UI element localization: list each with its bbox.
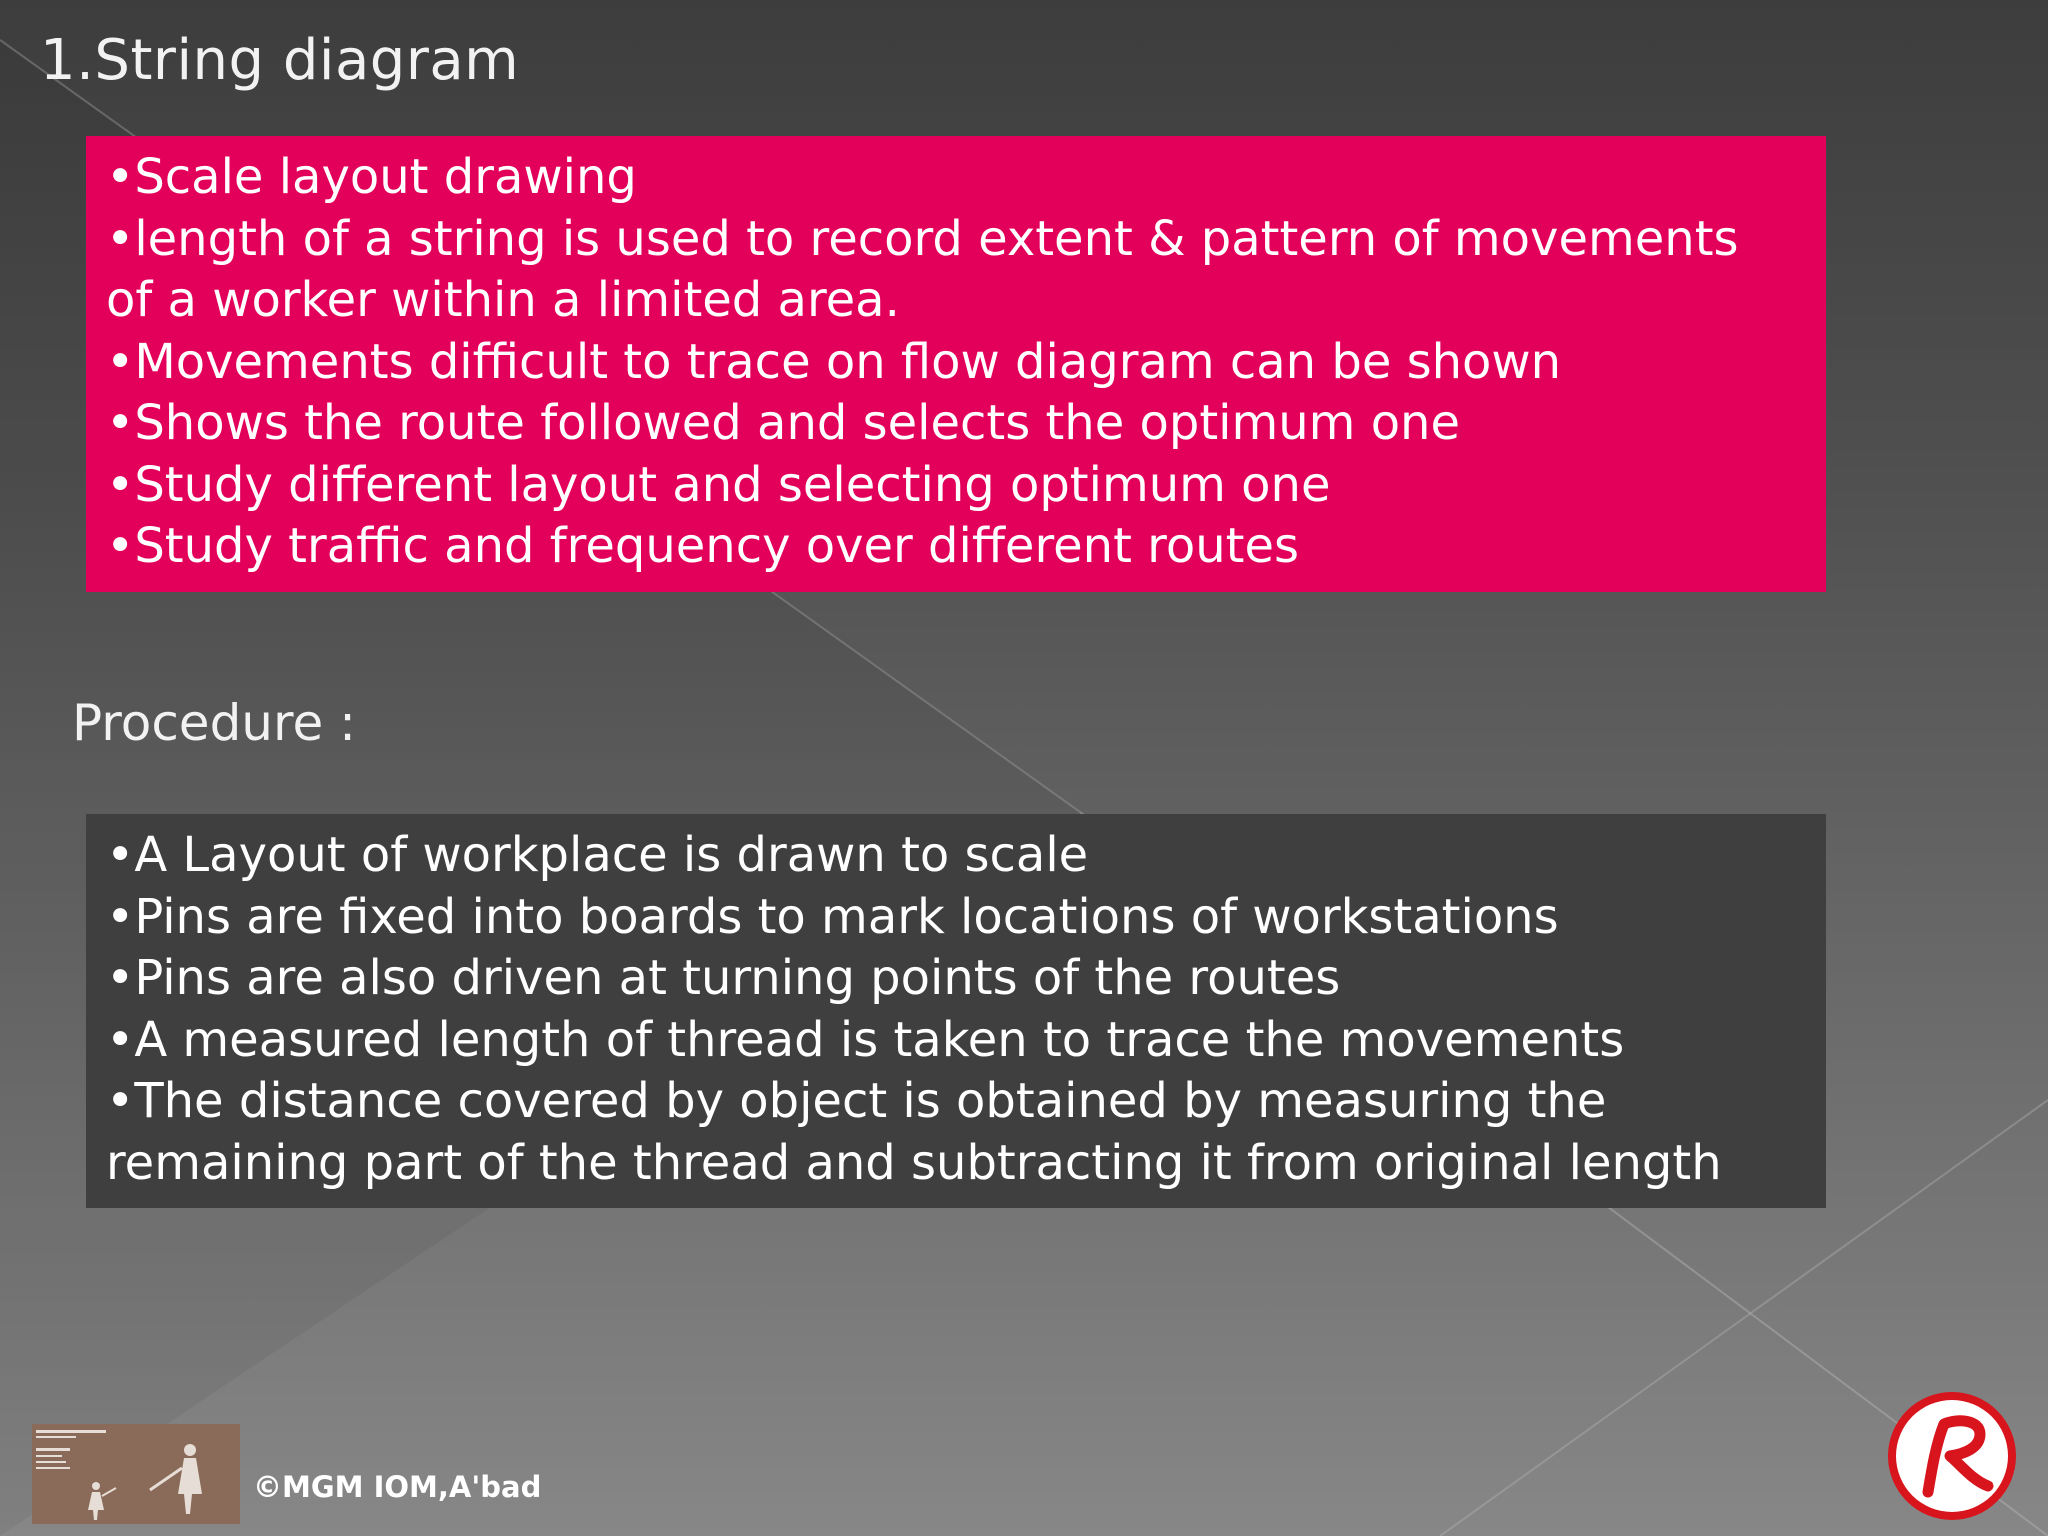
slide-title: 1.String diagram bbox=[40, 28, 520, 93]
procedure-step: •The distance covered by object is obtained by measuring the bbox=[106, 1073, 1607, 1129]
feature-line: •Study traffic and frequency over different routes bbox=[106, 518, 1299, 574]
procedure-step: •Pins are fixed into boards to mark locations of workstations bbox=[106, 888, 1559, 945]
feature-line: of a worker within a limited area. bbox=[106, 272, 900, 328]
feature-line: •Movements difficult to trace on flow diagram can be shown bbox=[106, 333, 1562, 390]
feature-line: •Study different layout and selecting optimum one bbox=[106, 456, 1331, 513]
feature-line: •length of a string is used to record extent & pattern of movements bbox=[106, 210, 1739, 267]
procedure-step: •A measured length of thread is taken to trace the movements bbox=[106, 1011, 1625, 1068]
procedure-step: •A Layout of workplace is drawn to scale bbox=[106, 827, 1089, 883]
feature-line: •Scale layout drawing bbox=[106, 149, 637, 205]
copyright-text: ©MGM IOM,A'bad bbox=[253, 1470, 542, 1504]
procedure-heading: Procedure : bbox=[72, 694, 356, 752]
institute-logo bbox=[32, 1424, 240, 1524]
procedure-box bbox=[86, 814, 1826, 1208]
procedure-step: •Pins are also driven at turning points of the routes bbox=[106, 950, 1341, 1006]
feature-line: •Shows the route followed and selects the optimum one bbox=[106, 395, 1461, 451]
procedure-step: remaining part of the thread and subtracting it from original length bbox=[106, 1134, 1722, 1191]
features-box bbox=[86, 136, 1826, 592]
r-badge-icon bbox=[1884, 1388, 2020, 1524]
